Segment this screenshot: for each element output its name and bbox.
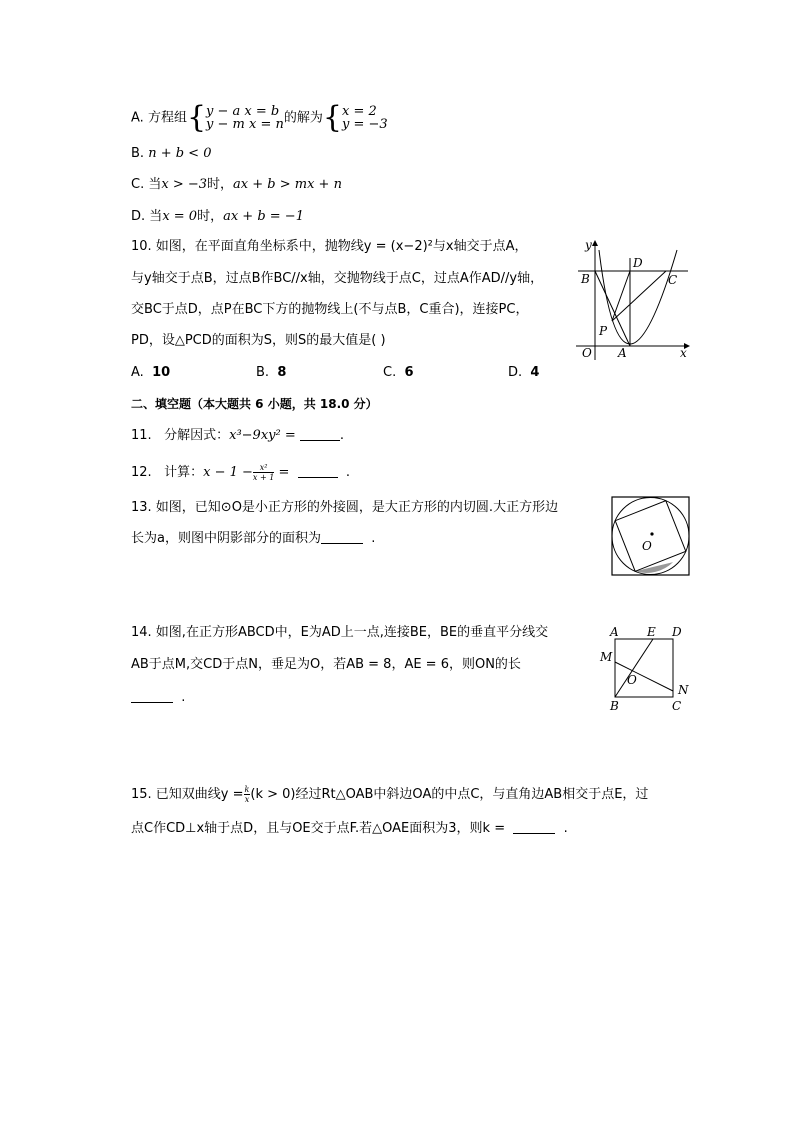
label-p: P [599, 324, 608, 338]
fraction: $\frac{\text{x²}}{x + 1}$ [252, 463, 275, 482]
q10-option-a: A. 10 [131, 365, 171, 380]
q14-line-1: 14. 如图,在正方形ABCD中，E为AD上一点,连接BE，BE的垂直平分线交 [131, 625, 549, 640]
square-abcd [615, 639, 673, 697]
center-dot [650, 532, 653, 535]
label-c: C [672, 699, 682, 713]
label-o: O [642, 539, 652, 553]
answer-blank [298, 465, 338, 478]
label-d: D [633, 256, 643, 270]
q10-option-b: B. 8 [256, 365, 287, 380]
label-m: M [600, 650, 613, 664]
q15-line-2: 点C作CD⊥x轴于点D，且与OE交于点F.若△OAE面积为3，则k = . [131, 821, 568, 836]
parabola-figure [574, 236, 694, 362]
answer-blank [300, 428, 340, 441]
q9-option-c: C. 当x > −3时，ax + b > mx + n [131, 177, 342, 192]
label-o: O [627, 673, 637, 687]
label-a: A [618, 346, 627, 360]
label-b: B [610, 699, 619, 713]
q12: 12. 计算：x − 1 − $\frac{\text{x²}}{x + 1}$ = . [131, 463, 351, 482]
q10-option-d: D. 4 [508, 365, 540, 380]
mn-line [615, 662, 673, 691]
q9-option-b: B. n + b < 0 [131, 146, 212, 161]
label-x: x [680, 346, 687, 360]
q10-line-1: 10. 如图，在平面直角坐标系中，抛物线y = (x−2)²与x轴交于点A， [131, 239, 528, 254]
q14-line-3: . [131, 689, 185, 707]
answer-blank [321, 531, 363, 544]
label-a: A [610, 625, 619, 639]
q13-line-2: 长为a，则图中阴影部分的面积为 . [131, 531, 376, 546]
q10-line-3: 交BC于点D，点P在BC下方的抛物线上(不与点B，C重合)，连接PC， [131, 302, 529, 317]
q10-line-2: 与y轴交于点B，过点B作BC//x轴，交抛物线于点C，过点A作AD//y轴， [131, 271, 544, 286]
q14-line-2: AB于点M,交CD于点N，垂足为O，若AB = 8，AE = 6，则ON的长 [131, 657, 521, 672]
circle [612, 498, 689, 575]
circle-squares-figure [611, 496, 691, 578]
answer-blank [513, 821, 555, 834]
label-e: E [647, 625, 656, 639]
label-o: O [582, 346, 592, 360]
section-title: 二、填空题（本大题共 6 小题，共 18.0 分） [131, 397, 378, 411]
pc-line [612, 271, 666, 321]
label-n: N [678, 683, 689, 697]
label-d: D [672, 625, 682, 639]
answer-blank [131, 690, 173, 703]
option-label: A. [131, 110, 144, 126]
solution-system: x = 2 y = −3 [341, 104, 388, 132]
label-c: C [668, 273, 678, 287]
be-line [615, 639, 653, 697]
q15-line-1: 15. 已知双曲线y = $\frac{k}{x}$ (k > 0)经过Rt△OAB中斜边OA的中点C，与直角边AB相交于点E，过 [131, 785, 649, 804]
fraction: $\frac{k}{x}$ [244, 785, 250, 804]
small-square [615, 501, 686, 572]
q13-line-1: 13. 如图，已知⊙O是小正方形的外接圆，是大正方形的内切圆.大正方形边 [131, 500, 559, 515]
q10-option-c: C. 6 [383, 365, 414, 380]
label-y: y [585, 238, 592, 252]
q11: 11. 分解因式：x³−9xy² = . [131, 428, 345, 443]
label-b: B [581, 272, 590, 286]
equation-system: y − a x = b y − m x = n [206, 104, 284, 132]
q9-option-a: A. 方程组{ y − a x = b y − m x = n 的解为{ x = 2 y = −3 [131, 100, 388, 135]
q9-option-d: D. 当x = 0时，ax + b = −1 [131, 209, 304, 224]
q10-line-4: PD，设△PCD的面积为S，则S的最大值是( ) [131, 333, 386, 348]
square-figure [598, 622, 696, 714]
